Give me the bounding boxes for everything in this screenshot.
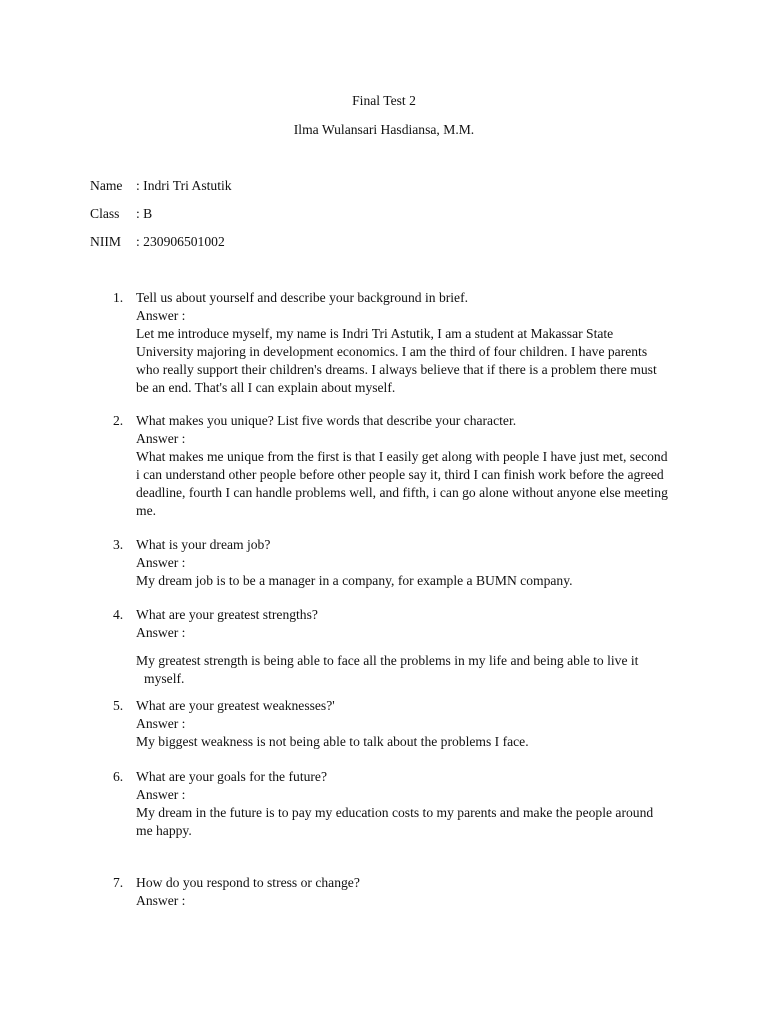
question-number: 2.: [113, 413, 124, 428]
question-text: What is your dream job?: [136, 537, 271, 552]
question-text: What are your greatest strengths?: [136, 607, 318, 622]
answer-label: Answer :: [136, 787, 186, 802]
info-label: Class: [90, 206, 120, 221]
question-item-6: [113, 768, 683, 840]
answer-label: Answer :: [136, 431, 186, 446]
question-number: 6.: [113, 769, 124, 784]
question-text: Tell us about yourself and describe your background in brief.: [136, 290, 468, 305]
question-item-2: [113, 412, 683, 520]
answer-line: i can understand other people before other people say it, third I can finish work before the agreed: [136, 467, 664, 482]
info-row-niim: [90, 233, 225, 251]
question-number: 4.: [113, 607, 124, 622]
answer-line: who really support their children's dreams. I always believe that if there is a problem there must: [136, 362, 657, 377]
info-row-class: [90, 205, 152, 223]
answer-label: Answer :: [136, 625, 186, 640]
question-text: How do you respond to stress or change?: [136, 875, 360, 890]
answer-line: me happy.: [136, 823, 192, 838]
answer-line: My greatest strength is being able to face all the problems in my life and being able to live it: [136, 653, 639, 668]
question-number: 5.: [113, 698, 124, 713]
info-value: : B: [136, 206, 153, 221]
answer-line: My biggest weakness is not being able to talk about the problems I face.: [136, 734, 529, 749]
info-row-name: [90, 177, 232, 195]
answer-label: Answer :: [136, 308, 186, 323]
question-item-1: [113, 289, 683, 397]
question-number: 1.: [113, 290, 124, 305]
answer-line: myself.: [144, 671, 185, 686]
answer-line: My dream job is to be a manager in a company, for example a BUMN company.: [136, 573, 573, 588]
answer-line: My dream in the future is to pay my education costs to my parents and make the people around: [136, 805, 654, 820]
answer-line: be an end. That's all I can explain about myself.: [136, 380, 396, 395]
answer-line: deadline, fourth I can handle problems well, and fifth, i can go alone without anyone else meeting: [136, 485, 668, 500]
answer-line: Let me introduce myself, my name is Indri Tri Astutik, I am a student at Makassar State: [136, 326, 614, 341]
question-text: What are your goals for the future?: [136, 769, 327, 784]
question-item-3: [113, 536, 683, 590]
answer-line: University majoring in development economics. I am the third of four children. I have parents: [136, 344, 648, 359]
answer-label: Answer :: [136, 893, 186, 908]
question-text: What makes you unique? List five words that describe your character.: [136, 413, 517, 428]
info-label: Name: [90, 178, 123, 193]
lecturer-name: Ilma Wulansari Hasdiansa, M.M.: [293, 122, 475, 137]
document-title: Final Test 2: [352, 93, 416, 108]
answer-label: Answer :: [136, 716, 186, 731]
question-text: What are your greatest weaknesses?': [136, 698, 335, 713]
question-item-7: [113, 874, 683, 910]
info-value: : Indri Tri Astutik: [136, 178, 232, 193]
info-label: NIIM: [90, 234, 121, 249]
question-item-5: [113, 697, 683, 751]
question-number: 3.: [113, 537, 124, 552]
question-item-4: [113, 606, 683, 688]
answer-line: me.: [136, 503, 157, 518]
answer-label: Answer :: [136, 555, 186, 570]
answer-line: What makes me unique from the first is that I easily get along with people I have just met, second: [136, 449, 668, 464]
question-number: 7.: [113, 875, 124, 890]
info-value: : 230906501002: [136, 234, 225, 249]
